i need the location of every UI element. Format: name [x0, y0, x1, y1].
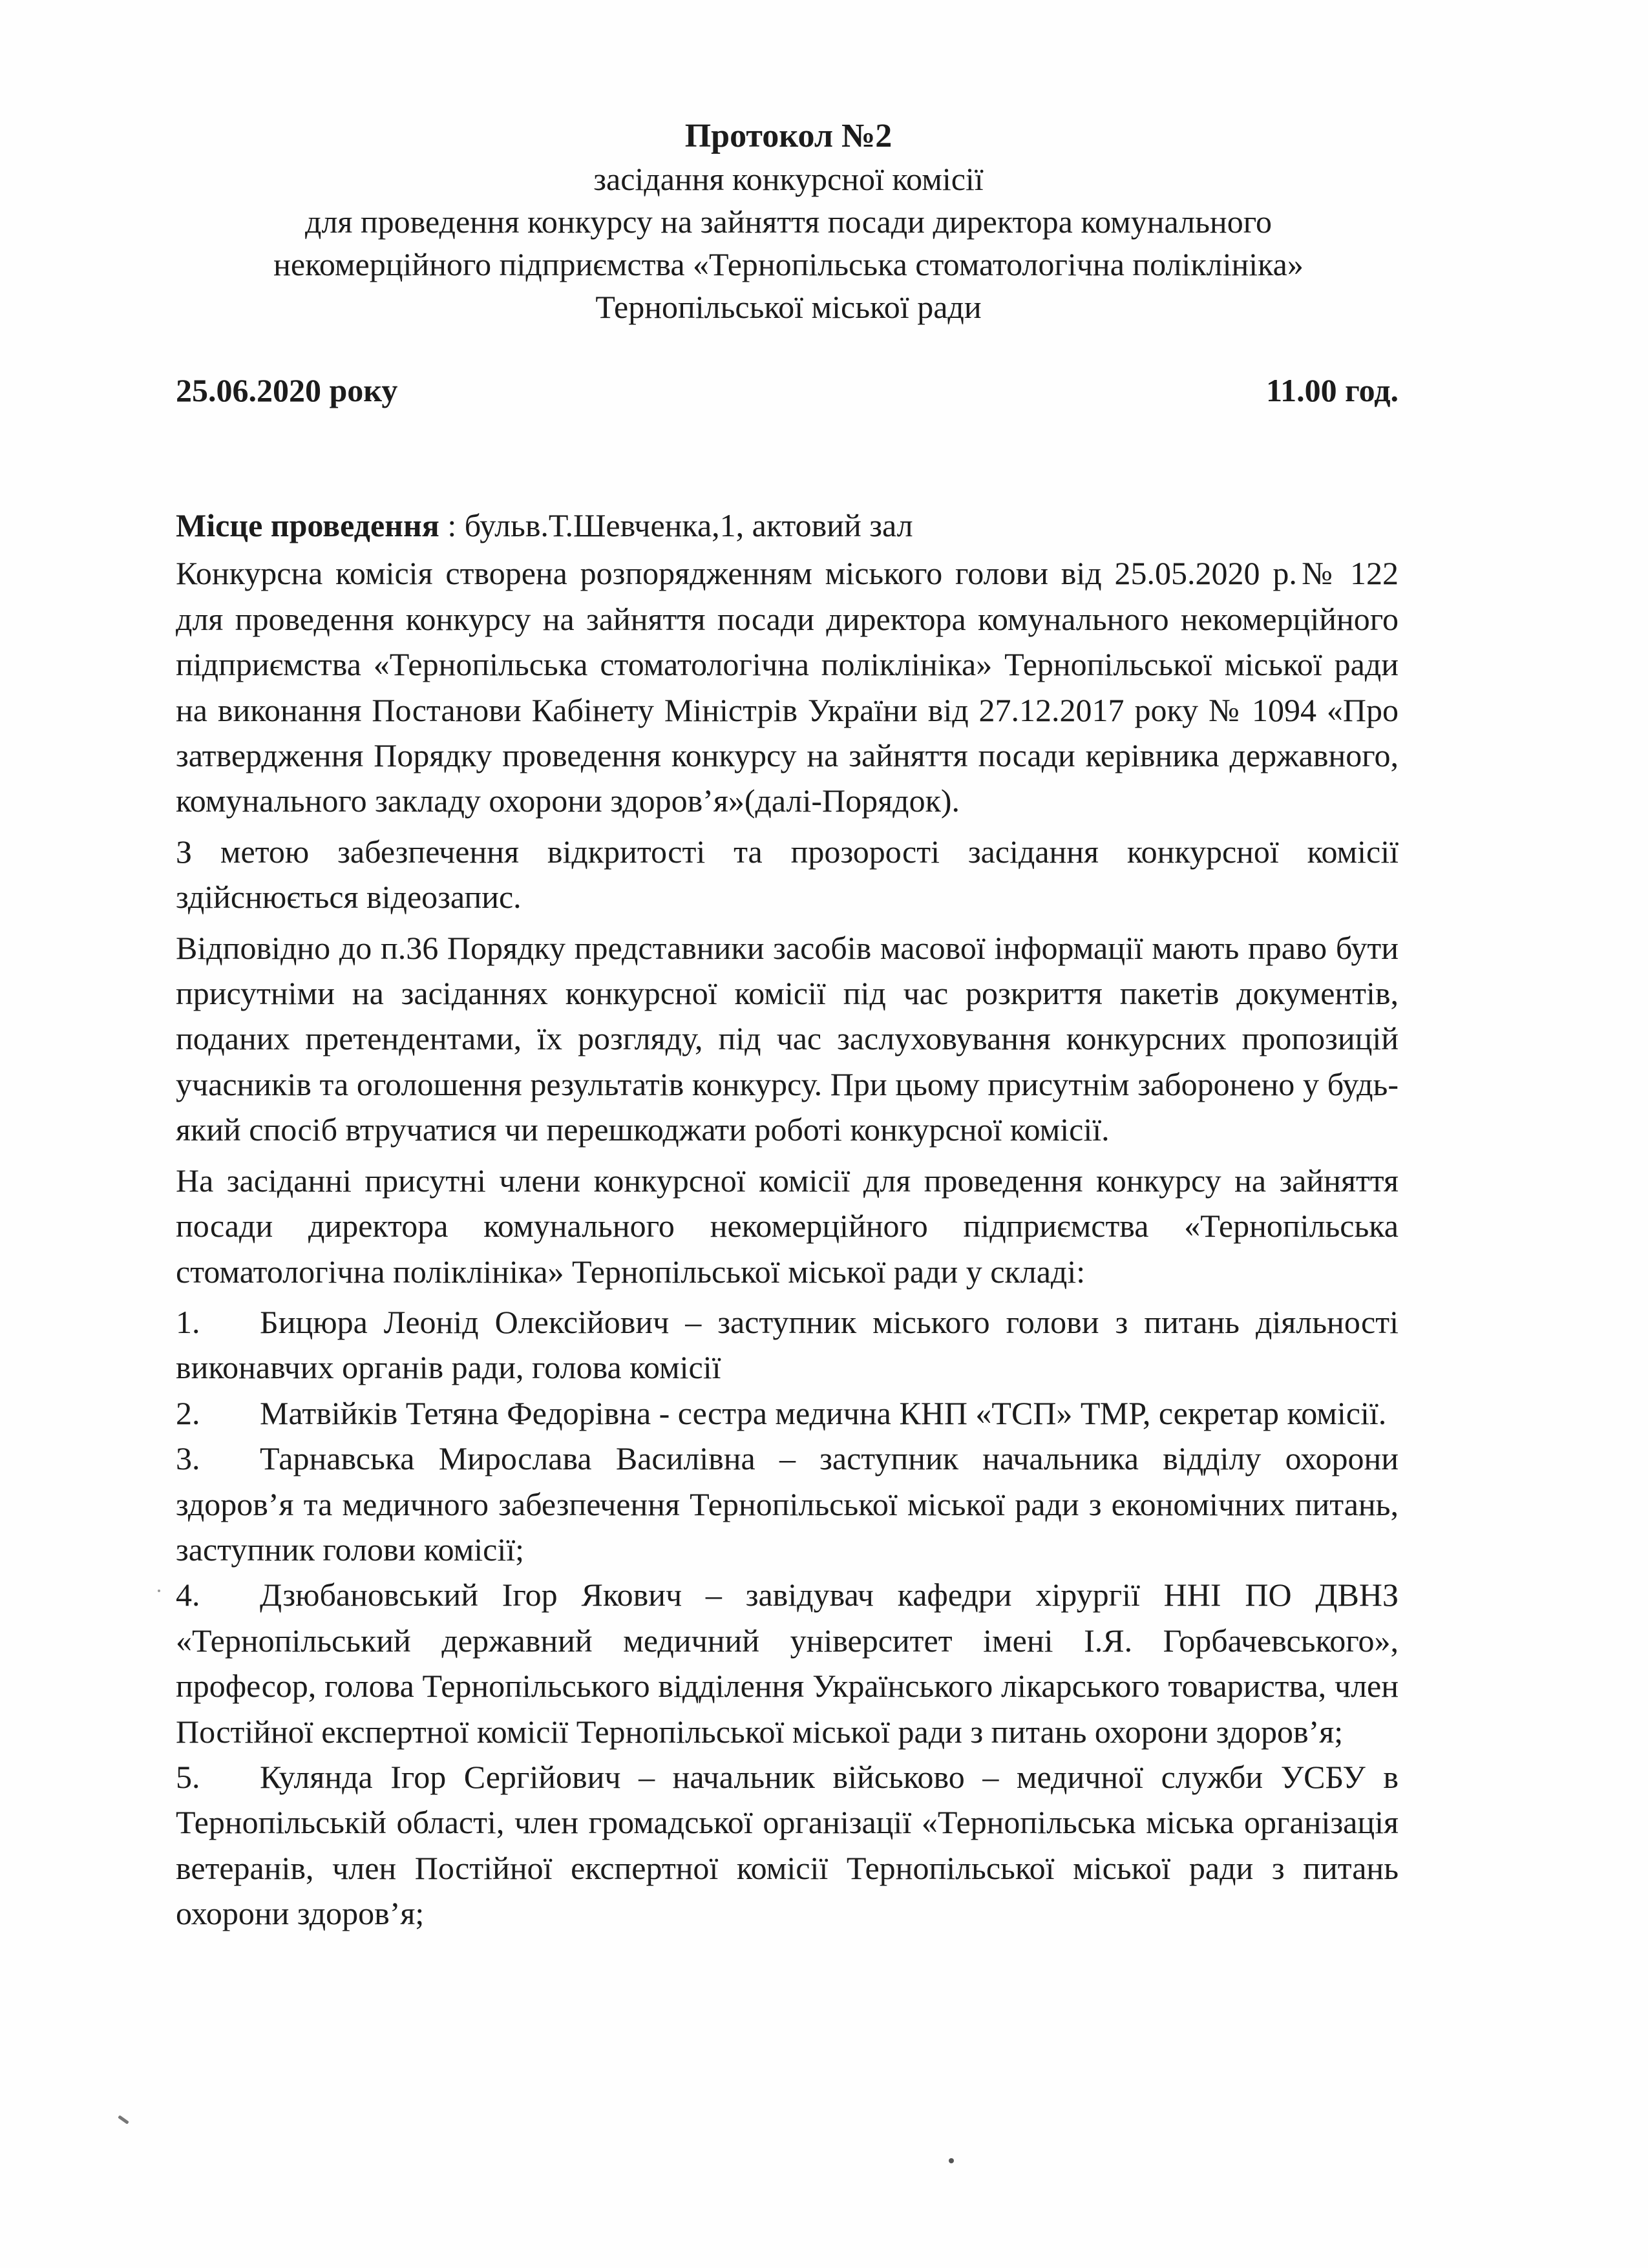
list-item: [176, 1391, 1399, 1436]
document-header: [174, 115, 1402, 328]
member-text: Бицюра Леонід Олексійович – заступник міського голови з питань діяльності виконавчих органів ради, голова комісії: [176, 1303, 1399, 1386]
header-line-1: засідання конкурсної комісії: [593, 161, 984, 197]
member-number: 2.: [176, 1394, 200, 1431]
header-line-2: для проведення конкурсу на зайняття посади директора комунального: [305, 204, 1272, 240]
scan-speck: [158, 1590, 160, 1592]
header-line-4: Тернопільської міської ради: [595, 289, 982, 325]
meeting-time: 11.00 год.: [1265, 372, 1399, 408]
list-item: [176, 1572, 1399, 1754]
member-text: Дзюбановський Ігор Якович – завідувач кафедри хірургії ННІ ПО ДВНЗ «Тернопільський державний медичний університет імені І.Я. Горбачевського», професор, голова Тернопільського відділення Українського лікарського товариства, член Постійної експертної комісії Тернопільської міської ради з питань охорони здоров’я;: [176, 1577, 1399, 1750]
protocol-title: Протокол №2: [684, 118, 893, 154]
paragraph-video: З метою забезпечення відкритості та прозорості засідання конкурсної комісії здійснюється відеозапис.: [176, 833, 1399, 916]
scan-speck: [949, 2158, 954, 2163]
member-number: 5.: [176, 1758, 200, 1795]
header-line-3: некомерційного підприємства «Тернопільська стоматологічна поліклініка»: [273, 246, 1304, 282]
member-text: Матвійків Тетяна Федорівна - сестра медична КНП «ТСП» ТМР, секретар комісії.: [260, 1394, 1387, 1431]
venue-label: Місце проведення: [176, 507, 439, 543]
member-text: Кулянда Ігор Сергійович – начальник військово – медичної служби УСБУ в Тернопільській області, член громадської організації «Тернопільська міська організація ветеранів, член Постійної експертної комісії Тернопільської міської ради з питань охорони здоров’я;: [176, 1758, 1399, 1932]
list-item: [176, 1754, 1399, 1937]
venue-line: [176, 503, 1399, 548]
list-item: [176, 1436, 1399, 1572]
venue-text: : бульв.Т.Шевченка,1, актовий зал: [439, 507, 913, 543]
paragraph-commission: Конкурсна комісія створена розпорядженням міського голови від 25.05.2020 р.№ 122 для проведення конкурсу на зайняття посади директора комунального некомерційного підприємства «Тернопільська стоматологічна поліклініка» Тернопільської міської ради на виконання Постанови Кабінету Міністрів України від 27.12.2017 року № 1094 «Про затвердження Порядку проведення конкурсу на зайняття посади керівника державного, комунального закладу охорони здоров’я»(далі-Порядок).: [176, 555, 1399, 819]
members-list: [176, 1299, 1399, 1937]
member-number: 4.: [176, 1577, 200, 1613]
member-number: 1.: [176, 1303, 200, 1340]
paragraph-media: Відповідно до п.36 Порядку представники засобів масової інформації мають право бути присутніми на засіданнях конкурсної комісії під час розкриття пакетів документів, поданих претендентами, їх розгляду, під час заслуховування конкурсних пропозицій учасників та оголошення результатів конкурсу. При цьому присутнім заборонено у будь-який спосіб втручатися чи перешкоджати роботі конкурсної комісії.: [176, 929, 1399, 1148]
member-text: Тарнавська Мирослава Василівна – заступник начальника відділу охорони здоров’я та медичного забезпечення Тернопільської міської ради з економічних питань, заступник голови комісії;: [176, 1440, 1399, 1568]
paragraph-members-intro: На засіданні присутні члени конкурсної комісії для проведення конкурсу на зайняття посади директора комунального некомерційного підприємства «Тернопільська стоматологічна поліклініка» Тернопільської міської ради у складі:: [176, 1162, 1399, 1290]
meeting-date: 25.06.2020 року: [176, 372, 398, 408]
list-item: [176, 1299, 1399, 1391]
scan-speck: [118, 2115, 129, 2124]
document-body: [176, 503, 1399, 1937]
member-number: 3.: [176, 1440, 200, 1477]
